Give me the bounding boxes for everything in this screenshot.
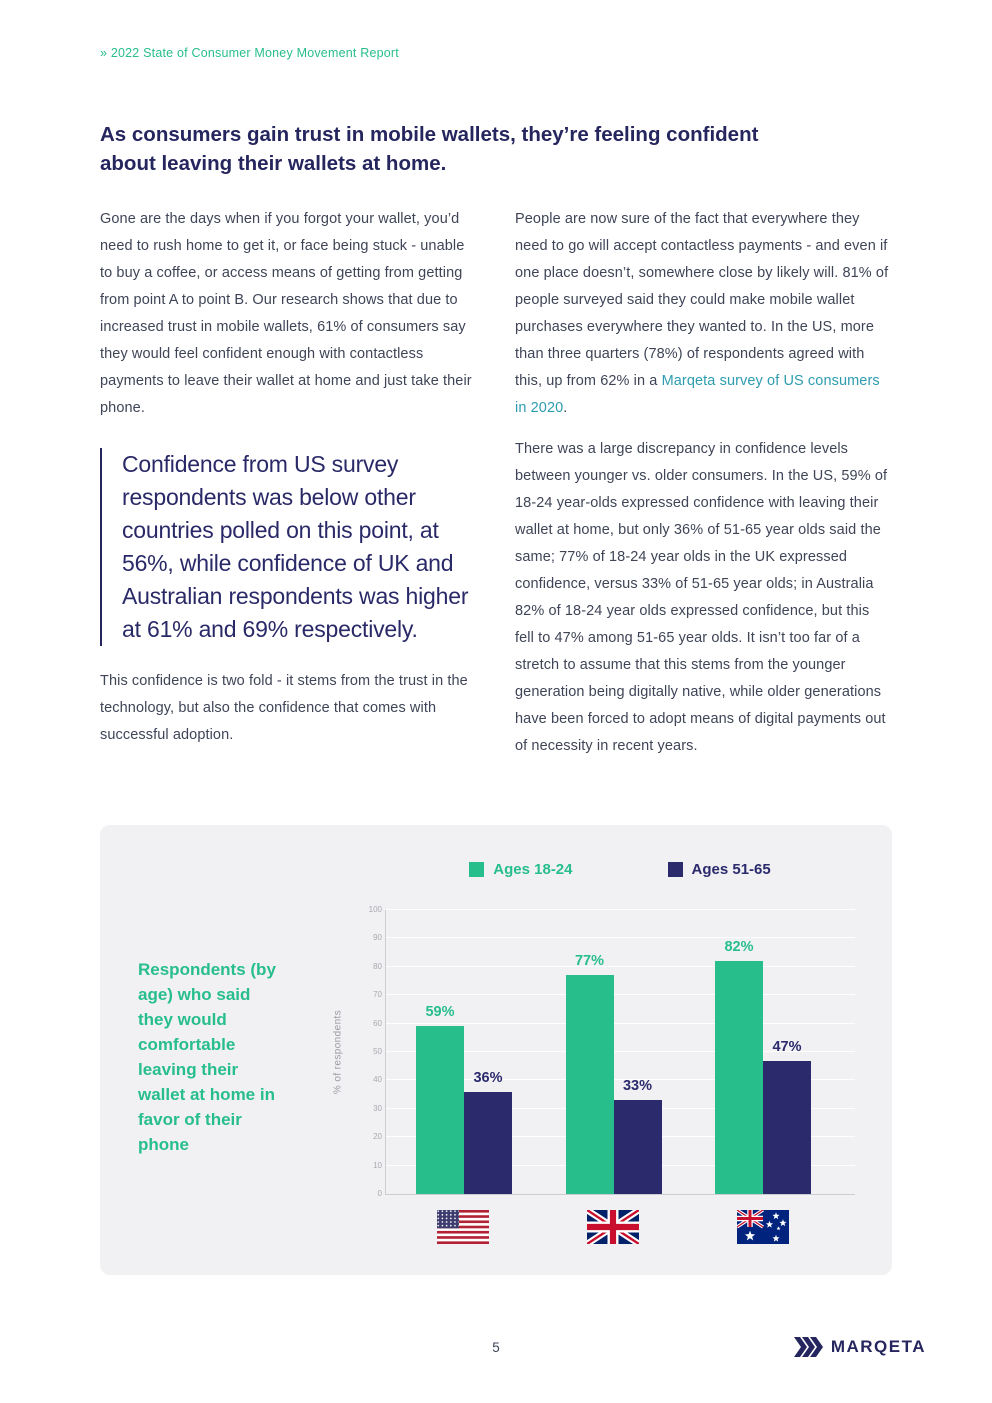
bar-group-united-kingdom	[566, 910, 662, 1194]
paragraph-text: .	[563, 400, 568, 416]
y-tick-label: 10	[373, 1160, 382, 1170]
paragraph	[515, 206, 892, 422]
y-tick-label: 90	[373, 933, 382, 943]
legend-swatch	[469, 862, 484, 877]
marqeta-logo	[794, 1337, 926, 1357]
y-tick-label: 80	[373, 961, 382, 971]
legend-item	[469, 861, 572, 878]
pull-quote: Confidence from US survey respondents was below other countries polled on this point, at 56%, while confidence of UK and Australian respondents was higher at 61% and 69% respectively.	[100, 448, 477, 646]
y-tick-label: 20	[373, 1132, 382, 1142]
bar	[464, 1069, 512, 1194]
y-tick-label: 70	[373, 990, 382, 1000]
flags-row	[385, 1210, 855, 1244]
us-flag-icon	[437, 1210, 489, 1244]
flag-slot	[415, 1210, 511, 1244]
chart-title: Respondents (by age) who said they would comfortable leaving their wallet at home in favor of their phone	[138, 960, 276, 1154]
breadcrumb: » 2022 State of Consumer Money Movement Report	[100, 46, 399, 60]
legend-item	[668, 861, 771, 878]
bar-value-label: 59%	[425, 1004, 455, 1021]
marqeta-chevrons-icon	[794, 1337, 824, 1357]
chart-plot-area	[368, 905, 855, 1198]
bar	[614, 1078, 662, 1194]
paragraph-text: People are now sure of the fact that everywhere they need to go will accept contactless payments - and even if one place doesn’t, somewhere close by likely will. 81% of people surveyed said they could make mobile wallet purchases everywhere they wanted to. In the US, more than three quarters (78%) of respondents agreed with this, up from 62% in a	[515, 211, 889, 389]
legend-swatch	[668, 862, 683, 877]
bar-value-label: 82%	[724, 939, 754, 956]
y-tick-label: 100	[368, 905, 382, 914]
australia-flag-icon	[737, 1210, 789, 1244]
y-tick-label: 0	[377, 1189, 382, 1198]
chart-panel	[100, 825, 892, 1275]
bar-value-label: 33%	[622, 1078, 653, 1095]
y-tick-label: 60	[373, 1018, 382, 1028]
page-title: As consumers gain trust in mobile wallets, they’re feeling confident about leaving their wallets at home.	[100, 123, 759, 176]
survey-link[interactable]: Marqeta survey of US consumers in 2020	[515, 373, 880, 416]
y-tick-label: 50	[373, 1047, 382, 1056]
bar	[715, 939, 763, 1194]
left-column	[100, 206, 477, 774]
right-column	[515, 206, 892, 774]
y-axis-label: % of respondents	[332, 1009, 344, 1095]
flag-slot	[565, 1210, 661, 1244]
bar	[416, 1004, 464, 1194]
legend-label: Ages 18-24	[493, 861, 573, 878]
paragraph: There was a large discrepancy in confidence levels between younger vs. older consumers. In the US, 59% of 18-24 year-olds expressed confidence with leaving their wallet at home, but only 36% of 51-65 year olds said the same; 77% of 18-24 year olds in the UK expressed confidence, versus 33% of 51-65 year olds; in Australia 82% of 18-24 year olds expressed confidence, but this fell to 47% among 51-65 year olds. It isn’t too far of a stretch to assume that this stems from the younger generation being digitally native, while older generations have been forced to adopt means of digital payments out of necessity in recent years.	[515, 441, 888, 754]
uk-flag-icon	[587, 1210, 639, 1244]
brand-name: MARQETA	[830, 1337, 926, 1356]
page-number: 5	[492, 1340, 500, 1355]
paragraph: This confidence is two fold - it stems from the trust in the technology, but also the confidence that comes with successful adoption.	[100, 673, 468, 743]
body-columns	[100, 206, 892, 774]
y-tick-label: 30	[373, 1103, 382, 1113]
bar-group-united-states	[416, 910, 512, 1194]
bar-group-australia	[715, 910, 811, 1194]
bar	[763, 1038, 811, 1194]
flag-slot	[715, 1210, 811, 1244]
chart-legend	[385, 861, 855, 878]
bar-value-label: 47%	[772, 1038, 802, 1055]
y-tick-label: 40	[373, 1075, 382, 1085]
bars-row	[386, 910, 855, 1194]
bar	[566, 953, 614, 1194]
legend-label: Ages 51-65	[691, 861, 771, 878]
bar-value-label: 36%	[473, 1069, 503, 1086]
bar-value-label: 77%	[574, 953, 605, 970]
paragraph: Gone are the days when if you forgot your wallet, you’d need to rush home to get it, or face being stuck - unable to buy a coffee, or access means of getting from getting from point A to point B. Our research shows that due to increased trust in mobile wallets, 61% of consumers say they would feel confident enough with contactless payments to leave their wallet at home and just take their phone.	[100, 211, 472, 416]
